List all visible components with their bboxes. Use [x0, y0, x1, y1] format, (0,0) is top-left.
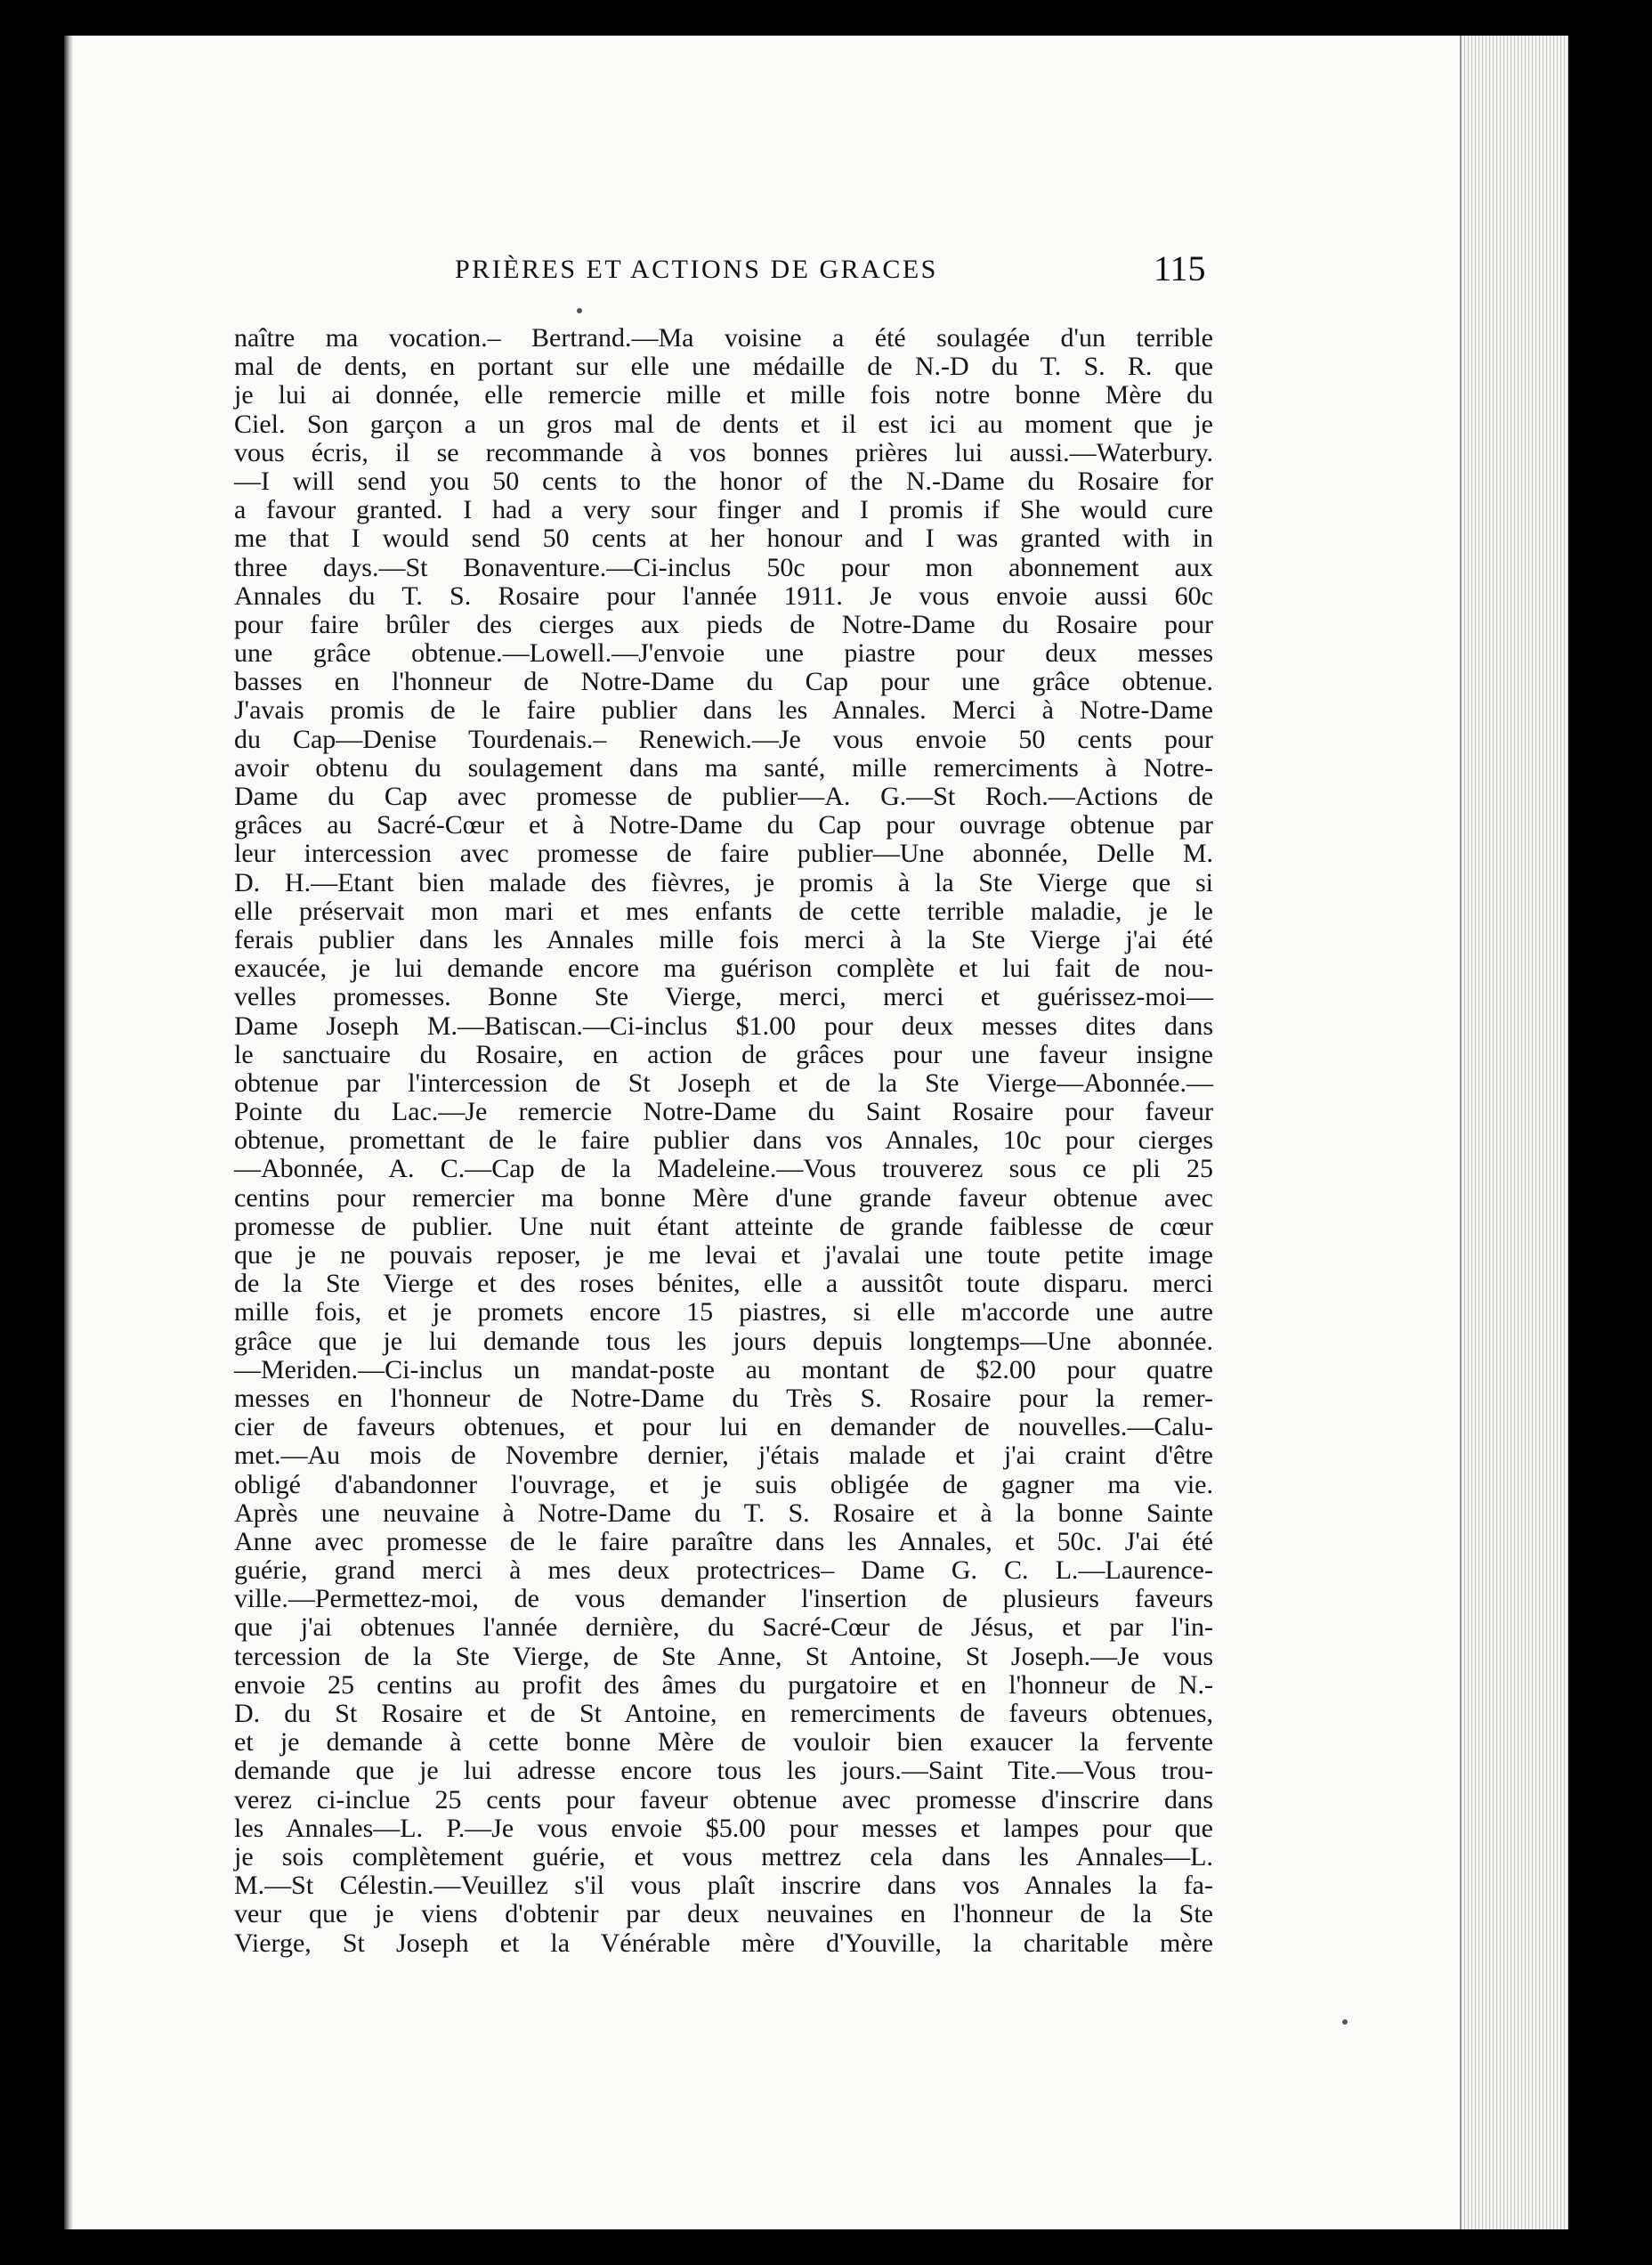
text-line: elle préservait mon mari et mes enfants de cette terrible maladie, je le: [234, 896, 1213, 926]
binding-gutter: [64, 36, 73, 2229]
running-head: [234, 248, 1213, 301]
text-line: que je ne pouvais reposer, je me levai et j'avalai une toute petite image: [234, 1240, 1213, 1270]
text-line: avoir obtenu du soulagement dans ma santé, mille remerciments à Notre-: [234, 752, 1213, 783]
text-line: velles promesses. Bonne Ste Vierge, merci, merci et guérissez-moi—: [234, 982, 1213, 1012]
text-line: ferais publier dans les Annales mille fois merci à la Ste Vierge j'ai été: [234, 924, 1213, 954]
page-edges: [1460, 36, 1568, 2229]
text-line: —I will send you 50 cents to the honor of the N.-Dame du Rosaire for: [234, 466, 1213, 496]
running-title: PRIÈRES ET ACTIONS DE GRACES: [455, 255, 938, 284]
text-line: le sanctuaire du Rosaire, en action de grâces pour une faveur insigne: [234, 1039, 1213, 1069]
text-line: obtenue par l'intercession de St Joseph et de la Ste Vierge—Abonnée.—: [234, 1068, 1213, 1098]
text-line: verez ci-inclue 25 cents pour faveur obtenue avec promesse d'inscrire dans: [234, 1784, 1213, 1814]
text-line: demande que je lui adresse encore tous les jours.—Saint Tite.—Vous trou-: [234, 1756, 1213, 1786]
text-line: D. H.—Etant bien malade des fièvres, je promis à la Ste Vierge que si: [234, 867, 1213, 897]
text-line: grâces au Sacré-Cœur et à Notre-Dame du Cap pour ouvrage obtenue par: [234, 810, 1213, 840]
text-line: pour faire brûler des cierges aux pieds de Notre-Dame du Rosaire pour: [234, 609, 1213, 639]
text-line: —Abonnée, A. C.—Cap de la Madeleine.—Vous trouverez sous ce pli 25: [234, 1154, 1213, 1184]
text-line: obtenue, promettant de le faire publier dans vos Annales, 10c pour cierges: [234, 1125, 1213, 1156]
text-line: centins pour remercier ma bonne Mère d'une grande faveur obtenue avec: [234, 1182, 1213, 1213]
text-line: guérie, grand merci à mes deux protectrices– Dame G. C. L.—Laurence-: [234, 1555, 1213, 1586]
text-line: Dame Joseph M.—Batiscan.—Ci-inclus $1.00 pour deux messes dites dans: [234, 1011, 1213, 1041]
text-line: mille fois, et je promets encore 15 piastres, si elle m'accorde une autre: [234, 1297, 1213, 1327]
text-line: grâce que je lui demande tous les jours depuis longtemps—Une abonnée.: [234, 1326, 1213, 1356]
text-line: —Meriden.—Ci-inclus un mandat-poste au montant de $2.00 pour quatre: [234, 1354, 1213, 1384]
print-speck: [1342, 2019, 1348, 2025]
text-line: une grâce obtenue.—Lowell.—J'envoie une piastre pour deux messes: [234, 638, 1213, 669]
text-line: ville.—Permettez-moi, de vous demander l'insertion de plusieurs faveurs: [234, 1584, 1213, 1614]
text-line: de la Ste Vierge et des roses bénites, elle a aussitôt toute disparu. merci: [234, 1269, 1213, 1299]
text-line: je lui ai donnée, elle remercie mille et mille fois notre bonne Mère du: [234, 380, 1213, 410]
text-line: Annales du T. S. Rosaire pour l'année 1911. Je vous envoie aussi 60c: [234, 580, 1213, 611]
text-line: cier de faveurs obtenues, et pour lui en demander de nouvelles.—Calu-: [234, 1412, 1213, 1442]
text-line: obligé d'abandonner l'ouvrage, et je suis obligée de gagner ma vie.: [234, 1469, 1213, 1499]
text-line: three days.—St Bonaventure.—Ci-inclus 50c pour mon abonnement aux: [234, 552, 1213, 582]
text-line: Dame du Cap avec promesse de publier—A. G.—St Roch.—Actions de: [234, 782, 1213, 811]
text-line: met.—Au mois de Novembre dernier, j'étais malade et j'ai craint d'être: [234, 1441, 1213, 1471]
text-line: tercession de la Ste Vierge, de Ste Anne, St Antoine, St Joseph.—Je vous: [234, 1641, 1213, 1671]
text-line: J'avais promis de le faire publier dans les Annales. Merci à Notre-Dame: [234, 695, 1213, 726]
text-line: Après une neuvaine à Notre-Dame du T. S. Rosaire et à la bonne Sainte: [234, 1498, 1213, 1528]
text-line: Anne avec promesse de le faire paraître dans les Annales, et 50c. J'ai été: [234, 1526, 1213, 1556]
text-line: naître ma vocation.– Bertrand.—Ma voisine a été soulagée d'un terrible: [234, 323, 1213, 353]
text-line: envoie 25 centins au profit des âmes du purgatoire et en l'honneur de N.-: [234, 1669, 1213, 1700]
text-line: basses en l'honneur de Notre-Dame du Cap pour une grâce obtenue.: [234, 667, 1213, 697]
text-line: D. du St Rosaire et de St Antoine, en remerciments de faveurs obtenues,: [234, 1699, 1213, 1728]
text-line: a favour granted. I had a very sour finger and I promis if She would cure: [234, 495, 1213, 525]
text-line: leur intercession avec promesse de faire publier—Une abonnée, Delle M.: [234, 839, 1213, 869]
text-line: Pointe du Lac.—Je remercie Notre-Dame du Saint Rosaire pour faveur: [234, 1097, 1213, 1127]
text-line: Vierge, St Joseph et la Vénérable mère d'Youville, la charitable mère: [234, 1928, 1213, 1958]
page-number: 115: [1154, 248, 1206, 288]
text-line: les Annales—L. P.—Je vous envoie $5.00 pour messes et lampes pour que: [234, 1813, 1213, 1843]
body-text: [234, 324, 1213, 1958]
text-line: exaucée, je lui demande encore ma guérison complète et lui fait de nou-: [234, 954, 1213, 984]
text-line: promesse de publier. Une nuit étant atteinte de grande faiblesse de cœur: [234, 1211, 1213, 1241]
text-line: vous écris, il se recommande à vos bonnes prières lui aussi.—Waterbury.: [234, 437, 1213, 467]
text-line: je sois complètement guérie, et vous mettrez cela dans les Annales—L.: [234, 1841, 1213, 1871]
print-speck: [577, 308, 582, 313]
text-line: me that I would send 50 cents at her honour and I was granted with in: [234, 524, 1213, 554]
text-line: M.—St Célestin.—Veuillez s'il vous plaît inscrire dans vos Annales la fa-: [234, 1871, 1213, 1901]
text-line: Ciel. Son garçon a un gros mal de dents et il est ici au moment que je: [234, 409, 1213, 439]
text-line: veur que je viens d'obtenir par deux neuvaines en l'honneur de la Ste: [234, 1899, 1213, 1929]
text-line: et je demande à cette bonne Mère de vouloir bien exaucer la fervente: [234, 1727, 1213, 1758]
text-line: que j'ai obtenues l'année dernière, du Sacré-Cœur de Jésus, et par l'in-: [234, 1612, 1213, 1643]
text-line: messes en l'honneur de Notre-Dame du Très S. Rosaire pour la remer-: [234, 1383, 1213, 1413]
text-line: du Cap—Denise Tourdenais.– Renewich.—Je vous envoie 50 cents pour: [234, 724, 1213, 754]
text-line: mal de dents, en portant sur elle une médaille de N.-D du T. S. R. que: [234, 352, 1213, 382]
